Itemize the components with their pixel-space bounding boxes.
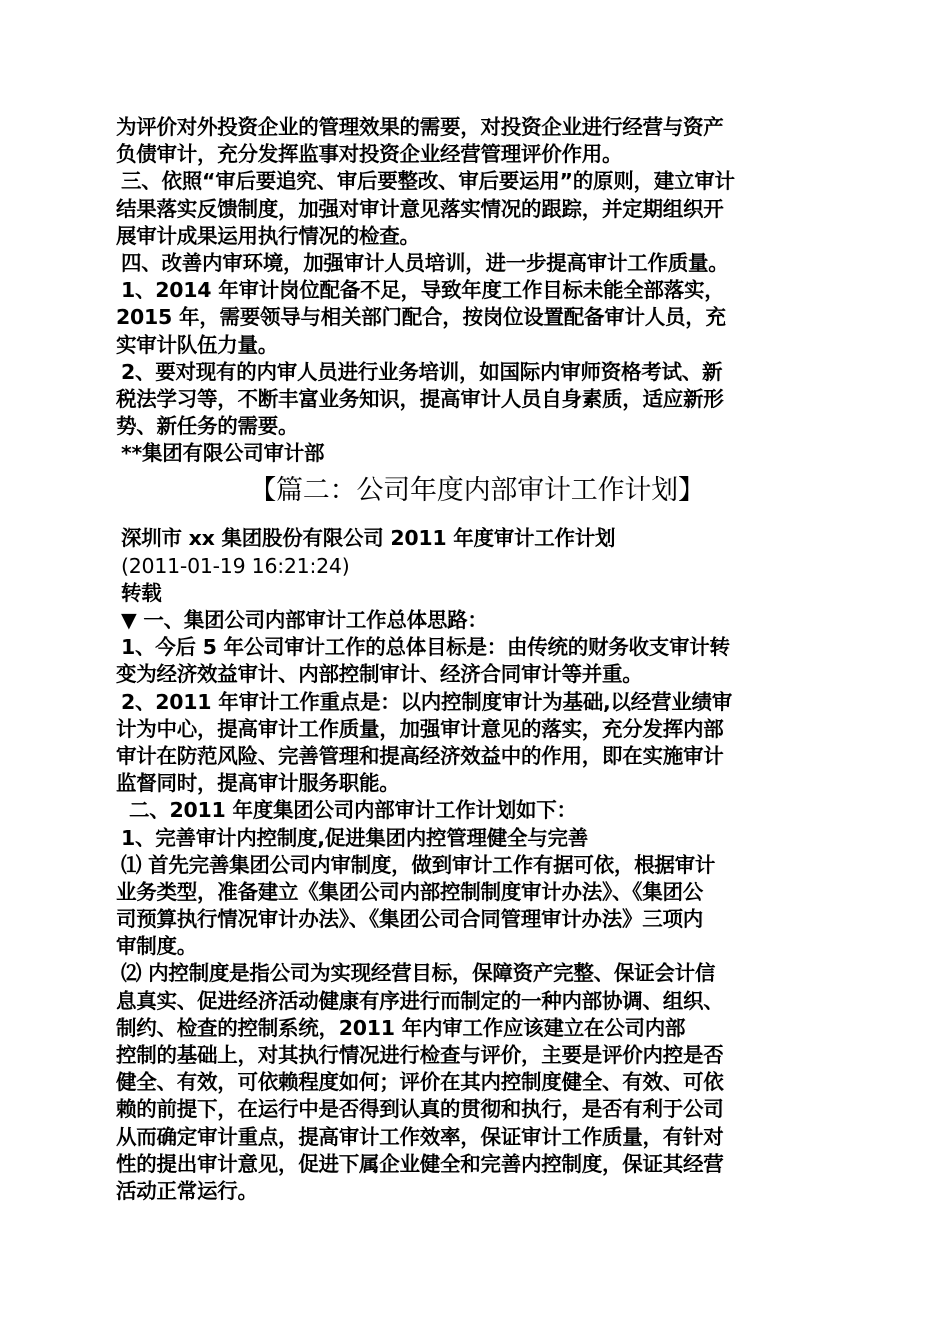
section-title: 【篇二：公司年度内部审计工作计划】: [249, 475, 705, 507]
text-line: 1、今后 5 年公司审计工作的总体目标是：由传统的财务收支审计转: [121, 635, 730, 660]
text-line: 监督同时，提高审计服务职能。: [116, 771, 400, 796]
text-line: 负债审计，充分发挥监事对投资企业经营管理评价作用。: [116, 142, 623, 167]
text-line: ⑴ 首先完善集团公司内审制度，做到审计工作有据可依，根据审计: [121, 852, 716, 877]
text-line: 审制度。: [116, 934, 197, 959]
text-line: 结果落实反馈制度，加强对审计意见落实情况的跟踪，并定期组织开: [116, 196, 724, 221]
text-line: 变为经济效益审计、内部控制审计、经济合同审计等并重。: [116, 662, 643, 687]
text-line: 为评价对外投资企业的管理效果的需要，对投资企业进行经营与资产: [116, 115, 724, 139]
text-line: 实审计队伍力量。: [116, 332, 278, 357]
text-line: 势、新任务的需要。: [116, 414, 299, 439]
text-line: 控制的基础上，对其执行情况进行检查与评价，主要是评价内控是否: [116, 1043, 724, 1067]
text-line: 2015 年，需要领导与相关部门配合，按岗位设置配备审计人员，充: [116, 305, 726, 330]
body-text-block-1: [116, 114, 838, 467]
text-line: 二、2011 年度集团公司内部审计工作计划如下：: [129, 798, 577, 823]
text-line: (2011-01-19 16:21:24): [121, 553, 350, 578]
text-line: 展审计成果运用执行情况的检查。: [116, 223, 420, 248]
text-line: 性的提出审计意见，促进下属企业健全和完善内控制度，保证其经营: [116, 1151, 724, 1176]
text-line: 司预算执行情况审计办法》、《集团公司合同管理审计办法》三项内: [116, 907, 703, 932]
text-line: 税法学习等，不断丰富业务知识，提高审计人员自身素质，适应新形: [116, 386, 724, 411]
text-line: 制约、检查的控制系统，2011 年内审工作应该建立在公司内部: [116, 1015, 686, 1040]
text-line: 四、改善内审环境，加强审计人员培训，进一步提高审计工作质量。: [121, 250, 729, 275]
text-line: 计为中心，提高审计工作质量，加强审计意见的落实，充分发挥内部: [116, 716, 724, 741]
text-line: 1、2014 年审计岗位配备不足，导致年度工作目标未能全部落实，: [121, 278, 725, 303]
text-line: **集团有限公司审计部: [121, 441, 325, 466]
text-line: 息真实、促进经济活动健康有序进行而制定的一种内部协调、组织、: [116, 988, 724, 1013]
body-text-block-2: [116, 525, 838, 1205]
text-line: 活动正常运行。: [116, 1178, 258, 1203]
text-line: ▼ 一、集团公司内部审计工作总体思路：: [121, 608, 488, 632]
text-line: 2、要对现有的内审人员进行业务培训，如国际内审师资格考试、新: [121, 359, 723, 384]
document-page: [116, 114, 838, 1205]
text-line: 业务类型，准备建立《集团公司内部控制制度审计办法》、《集团公: [116, 879, 703, 904]
text-line: ⑵ 内控制度是指公司为实现经营目标，保障资产完整、保证会计信: [121, 961, 716, 986]
text-line: 审计在防范风险、完善管理和提高经济效益中的作用，即在实施审计: [116, 743, 724, 768]
text-line: 1、完善审计内控制度,促进集团内控管理健全与完善: [121, 825, 589, 850]
text-line: 深圳市 xx 集团股份有限公司 2011 年度审计工作计划: [121, 526, 616, 551]
text-line: 健全、有效，可依赖程度如何；评价在其内控制度健全、有效、可依: [116, 1070, 724, 1095]
text-line: 从而确定审计重点，提高审计工作效率，保证审计工作质量，有针对: [116, 1124, 724, 1149]
text-line: 2、2011 年审计工作重点是：以内控制度审计为基础,以经营业绩审: [121, 689, 732, 714]
text-line: 转载: [121, 580, 162, 605]
text-line: 三、依照“审后要追究、审后要整改、审后要运用”的原则，建立审计: [121, 169, 735, 194]
text-line: 赖的前提下，在运行中是否得到认真的贯彻和执行，是否有利于公司: [116, 1097, 724, 1122]
